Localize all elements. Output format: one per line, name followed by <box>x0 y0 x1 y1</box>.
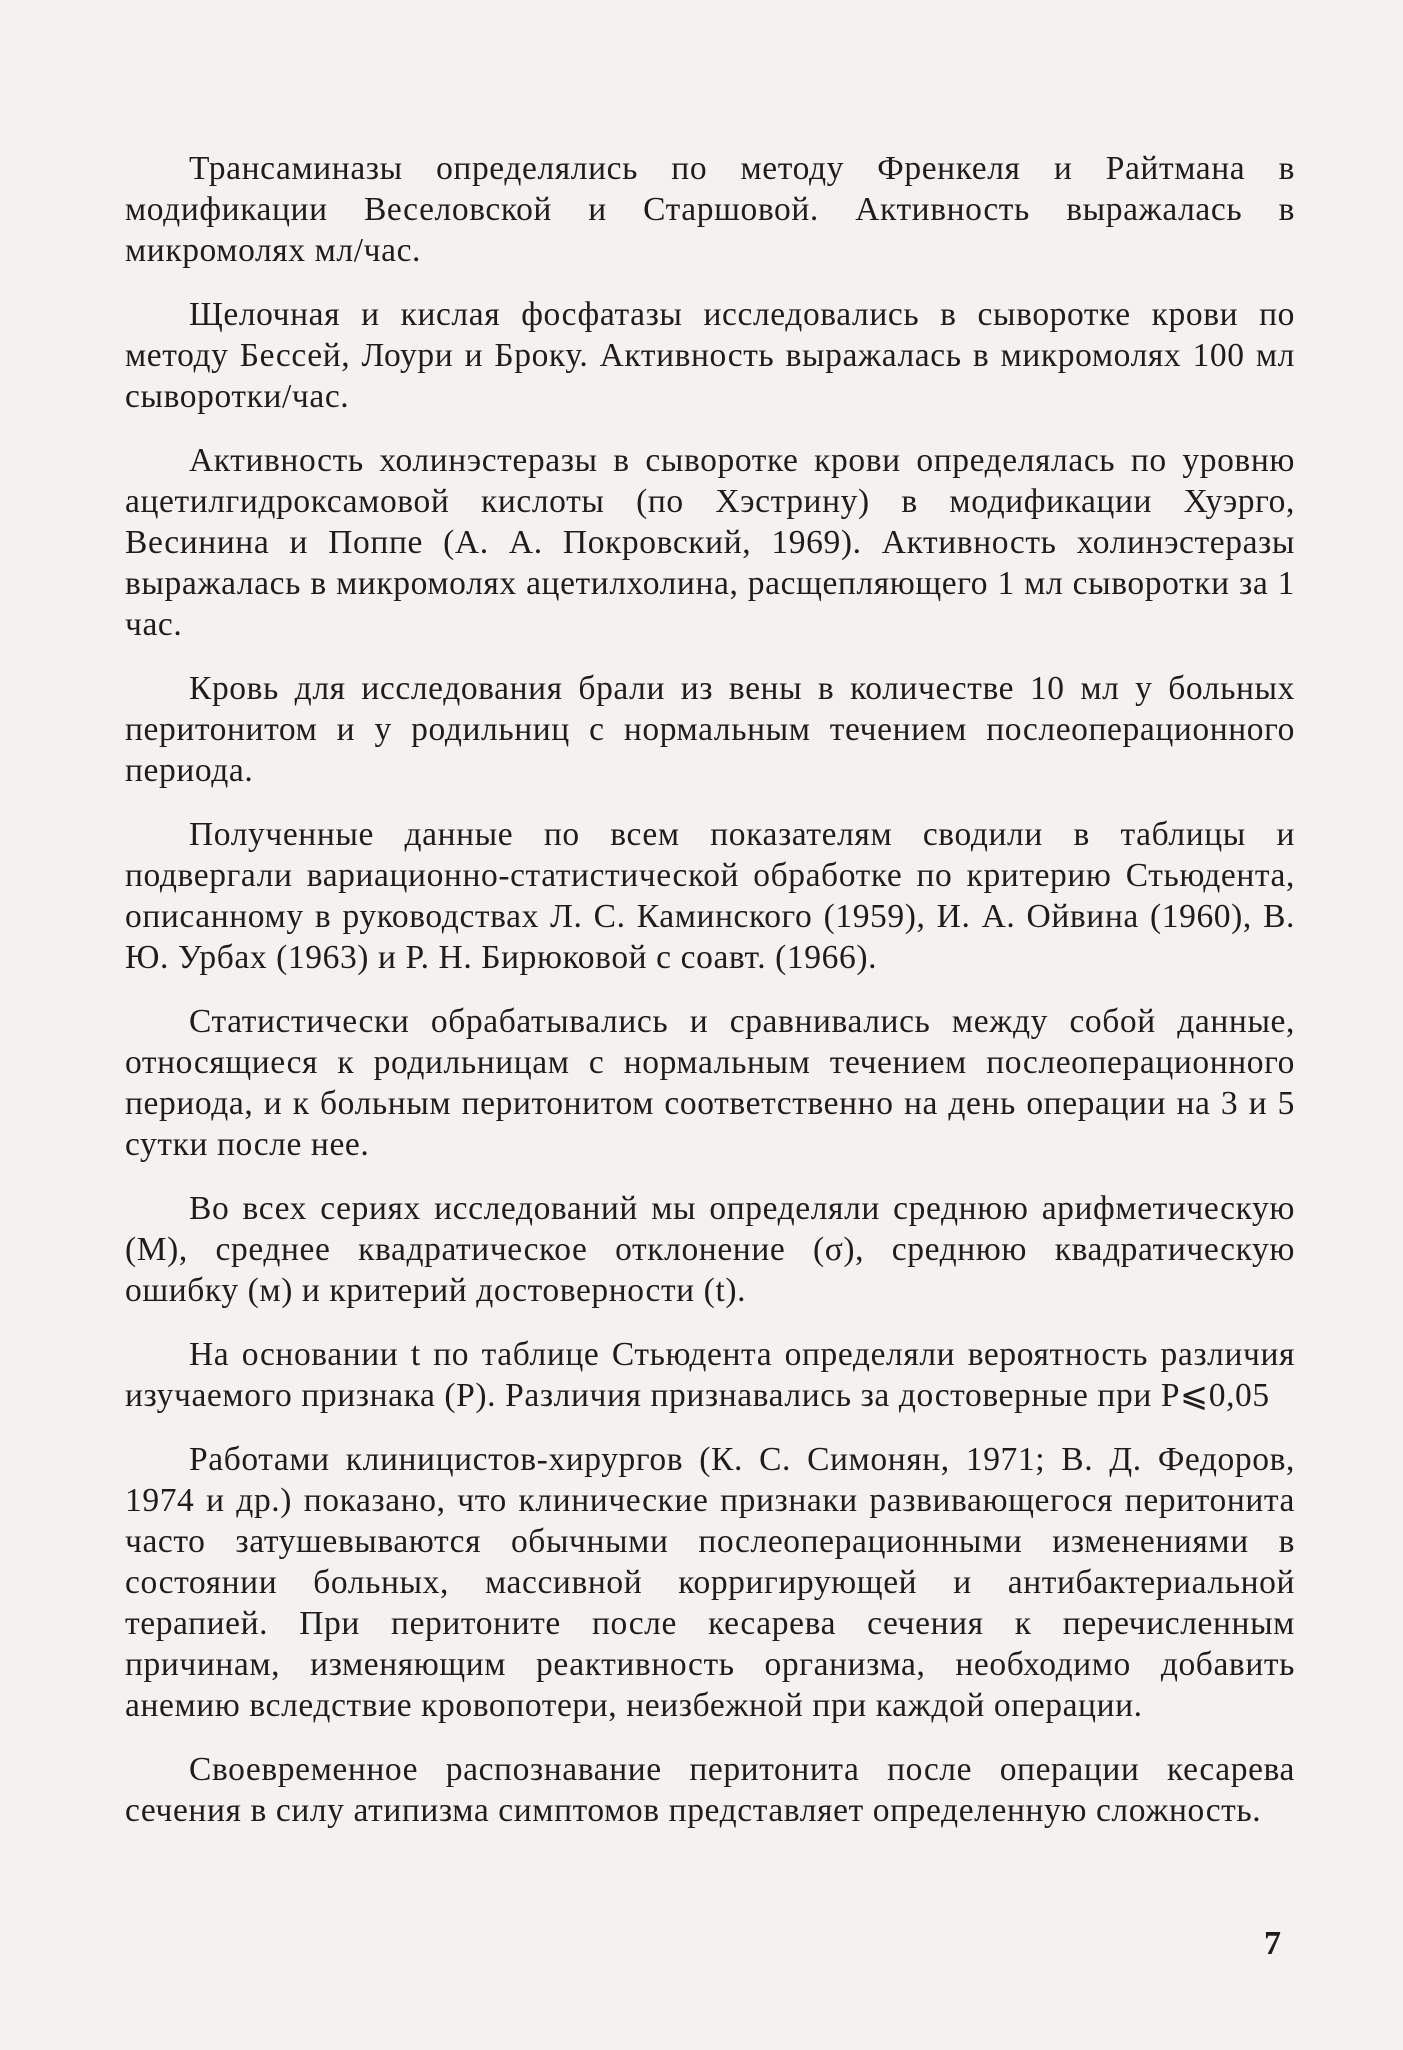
paragraph-phosphatases: Щелочная и кислая фосфатазы исследовались в сыворотке крови по методу Бессей, Лоури и Броку. Активность выражалась в микромолях 100 мл сыворотки/час. <box>125 296 1295 415</box>
paragraph-statistics-measures: Во всех сериях исследований мы определяли среднюю арифметическую (М), среднее квадратическое отклонение (σ), среднюю квадратическую ошибку (м) и критерий достоверности (t). <box>125 1190 1295 1309</box>
page-body <box>125 148 1295 1854</box>
paragraph-transaminases: Трансаминазы определялись по методу Френкеля и Райтмана в модификации Веселовской и Старшовой. Активность выражалась в микромолях мл/час. <box>125 150 1295 269</box>
paragraph-statistics-groups: Статистически обрабатывались и сравнивались между собой данные, относящиеся к родильницам с нормальным течением послеоперационного периода, и к больным перитонитом соответственно на день операции на 3 и 5 сутки после нее. <box>125 1003 1295 1163</box>
paragraph-statistics-method: Полученные данные по всем показателям сводили в таблицы и подвергали вариационно-статистической обработке по критерию Стьюдента, описанному в руководствах Л. С. Каминского (1959), И. А. Ойвина (1960), В. Ю. Урбах (1963) и Р. Н. Бирюковой с соавт. (1966). <box>125 816 1295 976</box>
page-number: 7 <box>1264 1925 1281 1962</box>
paragraph-cholinesterase: Активность холинэстеразы в сыворотке крови определялась по уровню ацетилгидроксамовой кислоты (по Хэстрину) в модификации Хуэрго, Весинина и Поппе (А. А. Покровский, 1969). Активность холинэстеразы выражалась в микромолях ацетилхолина, расщепляющего 1 мл сыворотки за 1 час. <box>125 442 1295 643</box>
paragraph-significance: На основании t по таблице Стьюдента определяли вероятность различия изучаемого признака (Р). Различия признавались за достоверные при Р⩽0,05 <box>125 1336 1295 1414</box>
paragraph-blood-sampling: Кровь для исследования брали из вены в количестве 10 мл у больных перитонитом и у родильниц с нормальным течением послеоперационного периода. <box>125 670 1295 789</box>
paragraph-clinical-signs: Работами клиницистов-хирургов (К. С. Симонян, 1971; В. Д. Федоров, 1974 и др.) показано, что клинические признаки развивающегося перитонита часто затушевываются обычными послеоперационными изменениями в состоянии больных, массивной корригирующей и антибактериальной терапией. При перитоните после кесарева сечения к перечисленным причинам, изменяющим реактивность организма, необходимо добавить анемию вследствие кровопотери, неизбежной при каждой операции. <box>125 1441 1295 1724</box>
paragraph-diagnosis: Своевременное распознавание перитонита после операции кесарева сечения в силу атипизма симптомов представляет определенную сложность. <box>125 1751 1295 1829</box>
